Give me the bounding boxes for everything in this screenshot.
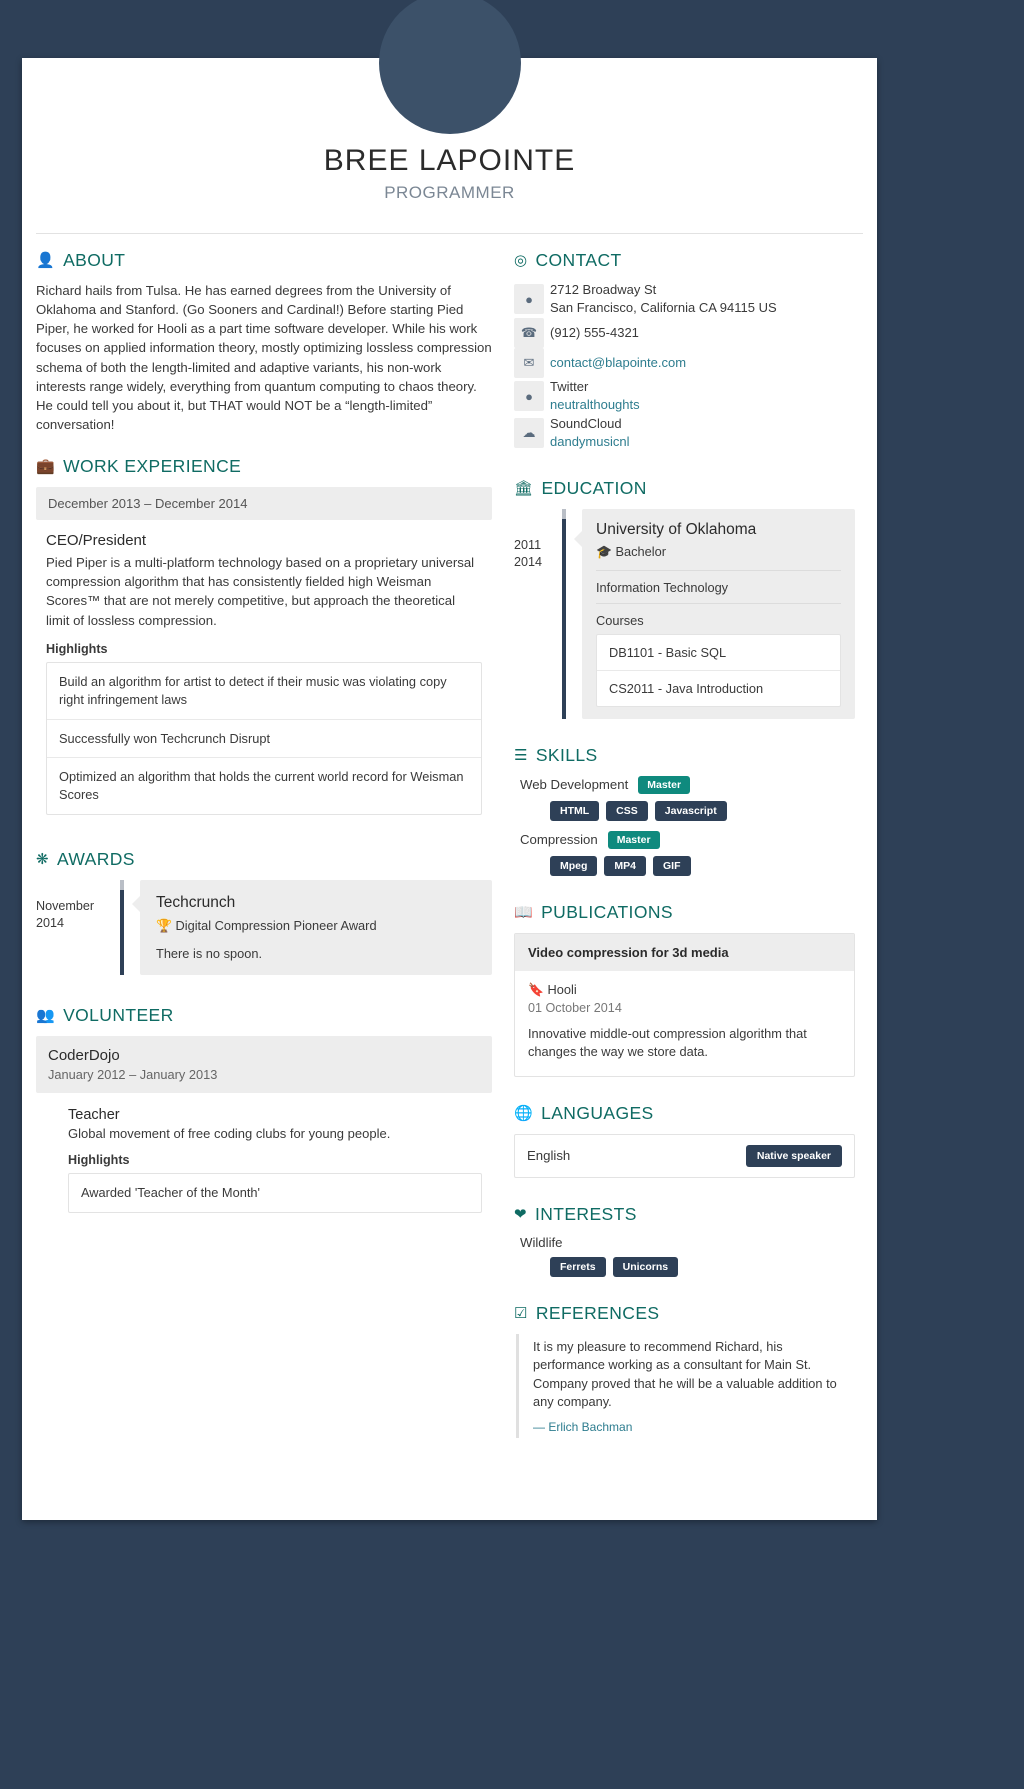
list-item: Optimized an algorithm that holds the current world record for Weisman Scores <box>59 769 464 803</box>
section-heading-skills <box>514 745 855 766</box>
language-fluency-badge: Native speaker <box>746 1145 842 1167</box>
heart-icon: ❤ <box>514 1205 527 1223</box>
volunteer-highlights-list <box>68 1173 482 1213</box>
soundcloud-label: SoundCloud <box>550 415 622 431</box>
list-item: CS2011 - Java Introduction <box>609 680 764 696</box>
section-title-text: CONTACT <box>535 250 622 270</box>
list-item: Awarded 'Teacher of the Month' <box>81 1185 260 1201</box>
contact-phone: (912) 555-4321 <box>550 324 639 340</box>
table-row <box>514 281 855 318</box>
tag: Unicorns <box>613 1257 679 1277</box>
tag: MP4 <box>604 856 646 876</box>
tag: Ferrets <box>550 1257 606 1277</box>
section-heading-publications <box>514 902 855 923</box>
skill-level-badge: Master <box>608 831 660 849</box>
skill-group <box>514 831 855 876</box>
reference-card <box>516 1334 855 1438</box>
volunteer-header <box>36 1036 492 1093</box>
language-icon: 🌐 <box>514 1104 534 1122</box>
volunteer-date-range: January 2012 – January 2013 <box>48 1067 218 1083</box>
section-title-text: VOLUNTEER <box>63 1005 174 1026</box>
section-title-text: REFERENCES <box>535 1302 660 1323</box>
map-marker-icon: ● <box>514 284 544 314</box>
volunteer-summary: Global movement of free coding clubs for young people. <box>68 1126 391 1142</box>
tag: HTML <box>550 801 599 821</box>
bank-icon: 🏛 <box>514 479 534 497</box>
left-column <box>36 250 514 1438</box>
interest-keywords <box>550 1257 855 1277</box>
award-card <box>140 880 492 975</box>
section-heading-about <box>36 250 492 271</box>
publication-publisher: Hooli <box>547 981 577 997</box>
education-dates <box>514 509 560 719</box>
publication-summary: Innovative middle-out compression algorithm that changes the way we store data. <box>528 1025 807 1060</box>
bookmark-icon: 🔖 <box>528 981 544 997</box>
timeline-bar <box>560 509 568 719</box>
education-study-type-row <box>596 544 841 560</box>
work-summary: Pied Piper is a multi-platform technology based on a proprietary universal compression algorithm that has consistently fielded high Weisman Scores™ that are not merely competitive, but approach the theoretical limit of lossless compression. <box>46 555 475 628</box>
tag: Javascript <box>655 801 727 821</box>
user-icon: 👤 <box>36 252 56 269</box>
section-title-text: LANGUAGES <box>541 1102 654 1123</box>
publication-date: 01 October 2014 <box>528 1000 622 1015</box>
skill-keywords <box>550 801 855 821</box>
education-start: 2011 <box>514 537 542 552</box>
phone-icon: ☎ <box>514 318 544 348</box>
briefcase-icon: 💼 <box>36 458 56 476</box>
work-entry <box>36 520 492 815</box>
section-title-text: INTERESTS <box>534 1203 637 1224</box>
address-line-1: 2712 Broadway St <box>550 282 657 297</box>
education-end: 2014 <box>514 554 543 569</box>
volunteer-position: Teacher <box>68 1107 120 1124</box>
envelope-icon: ✉ <box>514 348 544 378</box>
section-heading-education <box>514 478 855 499</box>
twitter-icon: ● <box>514 381 544 411</box>
section-title-text: ABOUT <box>63 250 126 270</box>
education-entry <box>514 509 855 719</box>
education-card <box>582 509 855 719</box>
interest-name: Wildlife <box>520 1234 563 1250</box>
target-icon: ◎ <box>514 252 528 269</box>
list-item: Successfully won Techcrunch Disrupt <box>47 720 481 759</box>
language-row <box>514 1134 855 1178</box>
section-title-text: EDUCATION <box>541 477 647 498</box>
timeline-bar <box>118 880 126 975</box>
trophy-icon: 🏆 <box>156 918 172 934</box>
section-title-text: PUBLICATIONS <box>541 901 673 922</box>
education-courses-label: Courses <box>596 603 841 634</box>
reference-author: — Erlich Bachman <box>533 1420 633 1434</box>
contact-table <box>514 281 855 452</box>
graduation-cap-icon: 🎓 <box>596 543 612 559</box>
tag: Mpeg <box>550 856 597 876</box>
award-title: Digital Compression Pioneer Award <box>175 918 377 934</box>
tag: GIF <box>653 856 691 876</box>
work-position: CEO/President <box>46 532 147 550</box>
section-heading-contact <box>514 250 855 271</box>
table-row <box>514 378 855 415</box>
check-square-icon: ☑ <box>514 1304 528 1322</box>
education-courses-list <box>596 634 841 707</box>
soundcloud-handle-link[interactable]: dandymusicnl <box>550 434 630 450</box>
volunteer-entry <box>36 1093 492 1213</box>
contact-email-link[interactable]: contact@blapointe.com <box>550 354 687 370</box>
award-date: November 2014 <box>36 899 95 931</box>
skill-keywords <box>550 856 855 876</box>
skill-name: Compression <box>520 832 598 848</box>
address-line-2: San Francisco, California CA 94115 US <box>550 300 777 316</box>
tag: CSS <box>606 801 648 821</box>
avatar <box>379 0 521 134</box>
section-title-text: AWARDS <box>56 849 135 870</box>
publication-publisher-row <box>528 982 841 998</box>
work-highlights-label: Highlights <box>46 641 108 656</box>
table-row <box>514 318 855 348</box>
work-date-range: December 2013 – December 2014 <box>36 487 492 520</box>
list-item: DB1101 - Basic SQL <box>597 635 840 671</box>
section-heading-volunteer <box>36 1005 492 1026</box>
section-title-text: WORK EXPERIENCE <box>63 456 242 477</box>
education-study-type: Bachelor <box>615 543 667 559</box>
language-name: English <box>527 1148 571 1164</box>
about-text: Richard hails from Tulsa. He has earned degrees from the University of Oklahoma and Stanford. (Go Sooners and Cardinal!) Before starting Pied Piper, he worked for Hooli as a part time software developer. While his work focuses on applied information theory, mostly optimizing lossless compression schema of both the length-limited and adaptive variants, his non-work interests range widely, everything from quantum computing to chaos theory. He could tell you about it, but THAT would NOT be a “length-limited” conversation! <box>36 283 492 432</box>
users-icon: 👥 <box>36 1007 56 1025</box>
section-heading-work <box>36 456 492 477</box>
publication-card <box>514 933 855 1077</box>
job-title: PROGRAMMER <box>384 183 515 202</box>
section-heading-references <box>514 1303 855 1324</box>
book-icon: 📖 <box>514 903 534 921</box>
work-highlights-list <box>46 662 482 816</box>
section-heading-awards <box>36 849 492 870</box>
table-row <box>514 415 855 452</box>
page-title: BREE LAPOINTE <box>323 144 576 177</box>
section-title-text: SKILLS <box>535 744 598 765</box>
section-heading-languages <box>514 1103 855 1124</box>
asterisk-icon: ❋ <box>36 851 49 869</box>
resume-page <box>22 58 877 1520</box>
award-entry <box>36 880 492 975</box>
volunteer-organization: CoderDojo <box>48 1047 120 1065</box>
education-area: Information Technology <box>596 570 841 595</box>
section-heading-interests <box>514 1204 855 1225</box>
skill-group <box>514 776 855 821</box>
content-columns <box>22 234 877 1468</box>
contact-address <box>550 281 855 318</box>
publication-name: Video compression for 3d media <box>515 934 854 971</box>
award-awarder: Techcrunch <box>156 894 236 912</box>
twitter-label: Twitter <box>550 378 589 394</box>
reference-quote: It is my pleasure to recommend Richard, his performance working as a consultant for Main St. Company proved that he will be a valuable addition to any company. <box>533 1338 837 1410</box>
award-title-row <box>156 918 476 934</box>
skill-name: Web Development <box>520 777 629 793</box>
skill-level-badge: Master <box>638 776 690 794</box>
resume-header <box>22 58 877 217</box>
award-summary: There is no spoon. <box>156 946 262 962</box>
twitter-handle-link[interactable]: neutralthoughts <box>550 397 640 413</box>
volunteer-highlights-label: Highlights <box>68 1153 130 1168</box>
bars-icon: ☰ <box>514 746 528 764</box>
list-item: Build an algorithm for artist to detect if their music was violating copy right infringement laws <box>47 663 481 720</box>
right-column <box>514 250 855 1438</box>
table-row <box>514 348 855 378</box>
education-institution: University of Oklahoma <box>596 520 757 538</box>
soundcloud-icon: ☁ <box>514 418 544 448</box>
